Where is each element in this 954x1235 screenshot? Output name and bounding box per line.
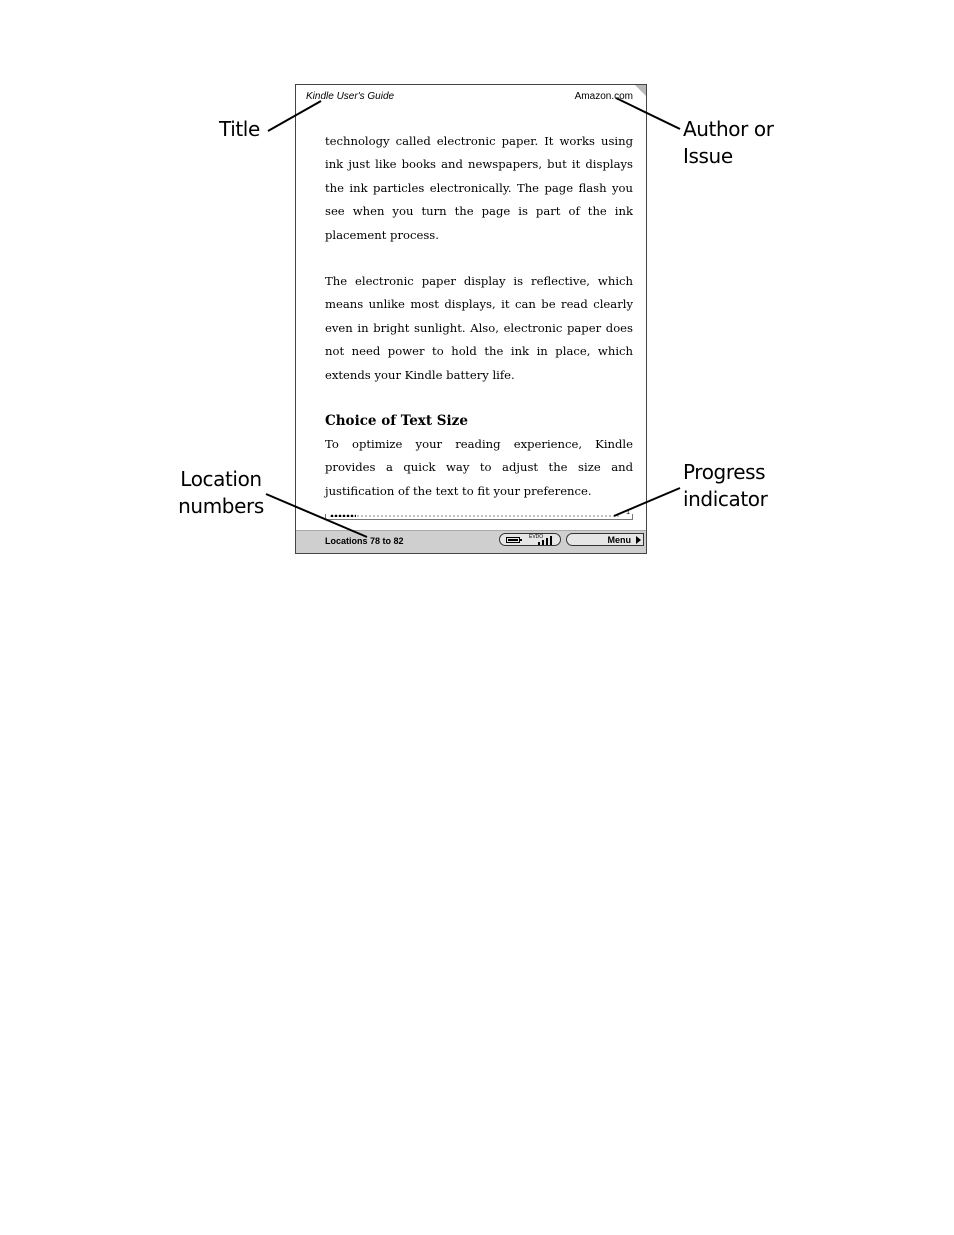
callout-progress-line2: indicator [683, 487, 768, 511]
paragraph: To optimize your reading experience, Kindle provides a quick way to adjust the size and justification of the text to fit your preference. [325, 437, 633, 498]
callout-location-line1: Location [180, 467, 262, 491]
menu-label: Menu [607, 535, 631, 545]
book-author: Amazon.com [574, 91, 633, 102]
callout-title: Title [219, 117, 260, 141]
progress-end-mark: 1 [626, 509, 630, 516]
paragraph: technology called electronic paper. It works using ink just like books and newspapers, but it displays the ink particles electronically. The page flash you see when you turn the page is part of the ink placement process. [325, 134, 633, 242]
callout-location [178, 466, 264, 520]
callout-author-line1: Author or [683, 117, 774, 141]
leader-progress [614, 488, 680, 516]
book-title: Kindle User's Guide [306, 91, 395, 102]
callout-author-line2: Issue [683, 144, 733, 168]
location-numbers: Locations 78 to 82 [325, 536, 404, 546]
paragraph: The electronic paper display is reflective, which means unlike most displays, it can be read clearly even in bright sunlight. Also, electronic paper does not need power to hold the ink in place, which extends your Kindle battery life. [325, 274, 633, 382]
section-heading: Choice of Text Size [325, 413, 468, 430]
callout-progress-line1: Progress [683, 460, 766, 484]
leader-title [268, 101, 321, 131]
leader-location [266, 494, 367, 537]
callout-progress [683, 459, 767, 513]
signal-label: EVDO [529, 534, 544, 540]
leader-author [616, 98, 680, 129]
callout-location-line2: numbers [178, 494, 264, 518]
callout-author [683, 116, 774, 170]
